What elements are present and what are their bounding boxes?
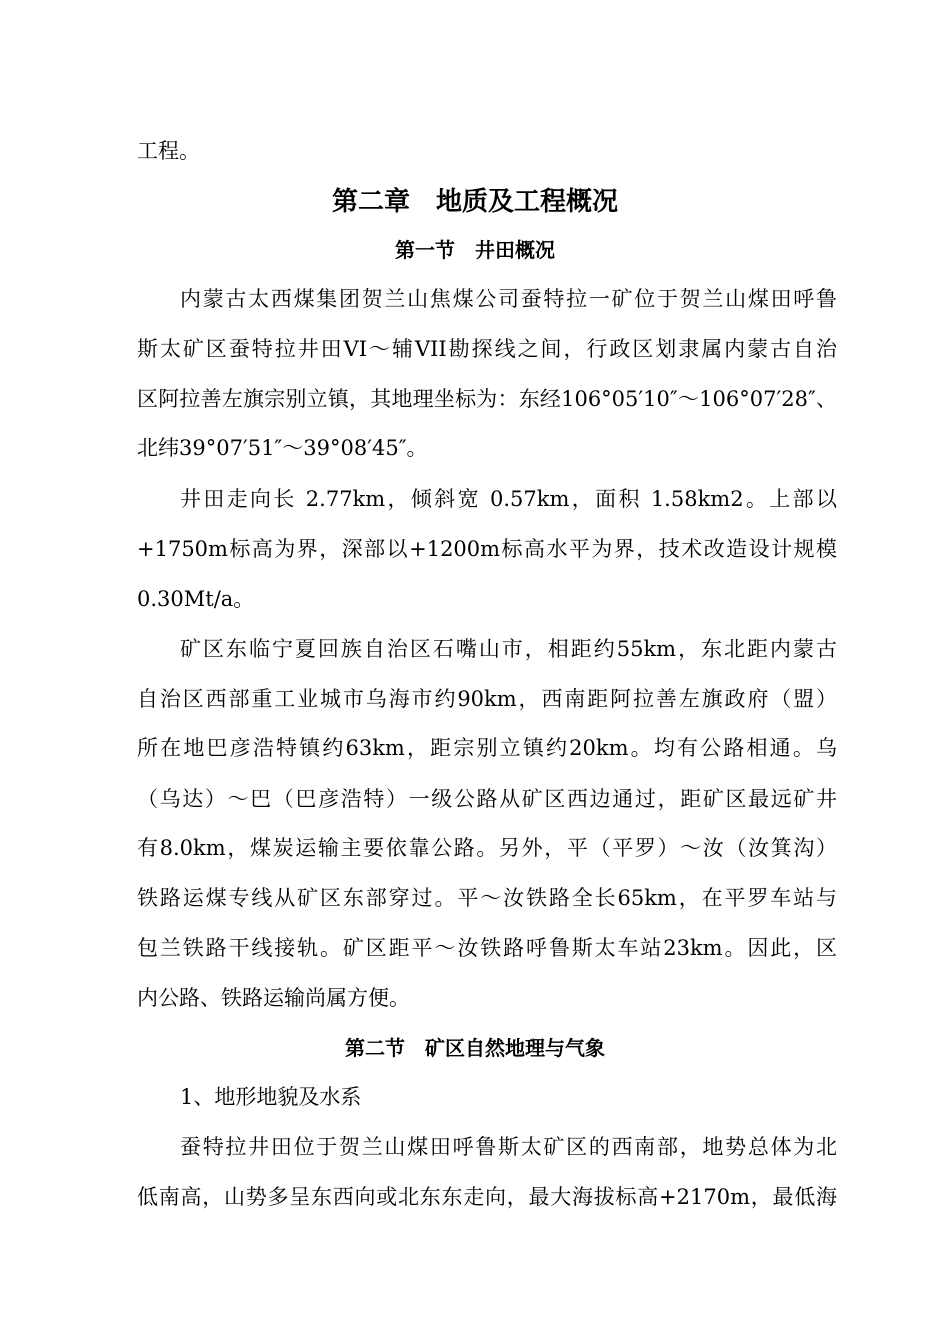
paragraph-line: +1750m标高为界，深部以+1200m标高水平为界，技术改造设计规模 [137, 537, 837, 561]
paragraph-line: 低南高，山势多呈东西向或北东东走向，最大海拔标高+2170m，最低海 [137, 1185, 837, 1209]
paragraph-line: 包兰铁路干线接轨。矿区距平～汝铁路呼鲁斯太车站23km。因此，区 [137, 936, 837, 960]
paragraph-line: （乌达）～巴（巴彦浩特）一级公路从矿区西边通过，距矿区最远矿井 [137, 787, 837, 811]
paragraph-line: 内蒙古太西煤集团贺兰山焦煤公司蚕特拉一矿位于贺兰山煤田呼鲁 [180, 287, 837, 311]
paragraph-line: 矿区东临宁夏回族自治区石嘴山市，相距约55km，东北距内蒙古 [180, 637, 837, 661]
top-fragment-text: 工程。 [137, 139, 200, 163]
chapter-title: 第二章 地质及工程概况 [331, 187, 618, 217]
subheading-terrain: 1、地形地貌及水系 [180, 1085, 362, 1109]
paragraph-line: 有8.0km，煤炭运输主要依靠公路。另外，平（平罗）～汝（汝箕沟） [137, 836, 837, 860]
paragraph-line: 北纬39°07′51″～39°08′45″。 [137, 436, 428, 460]
paragraph-line: 所在地巴彦浩特镇约63km，距宗别立镇约20km。均有公路相通。乌 [137, 736, 837, 760]
section2-title: 第二节 矿区自然地理与气象 [345, 1036, 605, 1060]
paragraph-line: 自治区西部重工业城市乌海市约90km，西南距阿拉善左旗政府（盟） [137, 687, 837, 711]
paragraph-line: 内公路、铁路运输尚属方便。 [137, 986, 410, 1010]
paragraph-line: 井田走向长 2.77km，倾斜宽 0.57km，面积 1.58km2。上部以 [180, 487, 837, 511]
paragraph-line: 0.30Mt/a。 [137, 587, 255, 611]
paragraph-line: 斯太矿区蚕特拉井田VI～辅VII勘探线之间，行政区划隶属内蒙古自治 [137, 337, 837, 361]
paragraph-line: 铁路运煤专线从矿区东部穿过。平～汝铁路全长65km，在平罗车站与 [137, 886, 837, 910]
section1-title: 第一节 井田概况 [395, 238, 555, 262]
paragraph-line: 区阿拉善左旗宗别立镇，其地理坐标为：东经106°05′10″～106°07′28″、 [137, 387, 837, 411]
paragraph-line: 蚕特拉井田位于贺兰山煤田呼鲁斯太矿区的西南部，地势总体为北 [180, 1135, 837, 1159]
